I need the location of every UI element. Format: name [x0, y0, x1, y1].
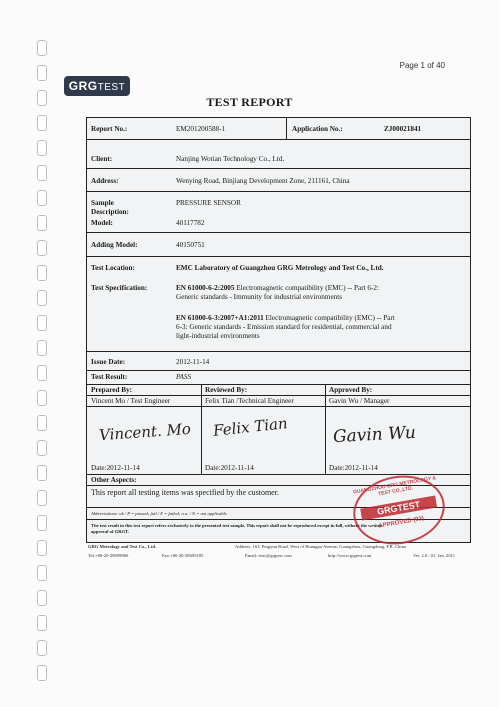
approval-stamp — [348, 469, 450, 552]
logo-rest: TEST — [97, 82, 126, 93]
binder-hole — [37, 640, 47, 656]
disclaimer-line1: The test result in this test report refers exclusively to the presented test sample. This report shall not be reproduced except in full, without the written — [91, 523, 383, 528]
adding-model-label: Adding Model: — [91, 241, 138, 249]
grgtest-logo — [64, 76, 130, 96]
logo-bold: GRG — [68, 79, 98, 93]
spec1-text-line1: Electromagnetic compatibility (EMC) -- Part 6-2: — [236, 284, 380, 292]
address-value: Wenying Road, Binjiang Development Zone, 211161, China — [176, 177, 350, 185]
adding-model-value: 40150751 — [176, 241, 205, 249]
other-aspects-text: This report all testing items was specified by the customer. — [91, 488, 279, 497]
sample-label-line1: Sample — [91, 199, 114, 207]
prepared-by-label: Prepared By: — [91, 386, 133, 394]
binder-hole — [37, 540, 47, 556]
report-table — [86, 117, 471, 543]
binder-hole — [37, 665, 47, 681]
approved-by-name: Gavin Wu / Manager — [329, 397, 390, 405]
binder-hole — [37, 565, 47, 581]
binder-hole — [37, 315, 47, 331]
spec2-text-line2: 6-3: Generic standards - Emission standard for residential, commercial and — [176, 323, 392, 331]
binder-hole — [37, 40, 47, 56]
other-aspects-label: Other Aspects: — [91, 476, 137, 484]
binder-hole — [37, 340, 47, 356]
footer-version: Ver. 2.0 / 01. Jan. 2011 — [413, 553, 456, 558]
test-result-label: Test Result: — [91, 373, 128, 381]
divider — [87, 232, 470, 233]
reviewed-date: Date:2012-11-14 — [205, 464, 254, 472]
address-label: Address: — [91, 177, 119, 185]
divider — [87, 406, 470, 407]
page-title: TEST REPORT — [206, 95, 293, 109]
model-label: Model: — [91, 219, 113, 227]
abbreviations: Abbreviations: ok / P = passed; fail / F = failed; n.a. / N = not applicable — [91, 511, 227, 516]
reviewed-by-label: Reviewed By: — [205, 386, 248, 394]
divider — [87, 139, 470, 140]
client-label: Client: — [91, 155, 113, 163]
binder-hole — [37, 515, 47, 531]
binder-hole — [37, 240, 47, 256]
spec1 — [176, 284, 379, 292]
test-result-value: PASS — [176, 373, 192, 381]
sample-label-line2: Description: — [91, 208, 129, 216]
binder-hole — [37, 115, 47, 131]
divider — [87, 168, 470, 169]
divider — [87, 474, 470, 475]
disclaimer-line2: approval of GRGT. — [91, 529, 129, 534]
divider — [87, 256, 470, 257]
divider — [325, 384, 326, 474]
footer-address: Address: 163, Pingyun Road, West of Huangpu Avenue, Guangzhou, Guangdong, P.R. China — [235, 544, 406, 549]
binder-hole — [37, 140, 47, 156]
footer-email: Email: emc@grgtest.com — [245, 553, 292, 558]
application-no-value: ZJ00021841 — [384, 125, 422, 133]
divider — [87, 370, 470, 371]
footer-web: http://www.grgtest.com — [328, 553, 372, 558]
binder-hole — [37, 290, 47, 306]
binder-hole — [37, 490, 47, 506]
footer-tel: Tel:+86-20-38699960 — [88, 553, 129, 558]
report-no-value: EM201200588-1 — [176, 125, 226, 133]
reviewed-by-name: Felix Tian /Technical Engineer — [205, 397, 294, 405]
spec2 — [176, 314, 395, 322]
report-no-label: Report No.: — [91, 125, 128, 133]
issue-date-value: 2012-11-14 — [176, 358, 210, 366]
binder-hole — [37, 590, 47, 606]
page-number: Page 1 of 40 — [399, 61, 445, 70]
binder-hole — [37, 165, 47, 181]
spec1-text-line2: Generic standards - Immunity for industrial environments — [176, 293, 343, 301]
binder-hole — [37, 615, 47, 631]
binder-hole — [37, 440, 47, 456]
divider — [87, 395, 470, 396]
prepared-by-name: Vincent Mo / Test Engineer — [91, 397, 171, 405]
prepared-signature: Vincent. Mo — [98, 419, 192, 445]
stamp-ring-text: GUANGZHOU GRG METROLOGY & TEST CO.,LTD. — [352, 475, 437, 498]
binder-hole — [37, 390, 47, 406]
binder-hole — [37, 415, 47, 431]
approved-by-label: Approved By: — [329, 386, 373, 394]
prepared-date: Date:2012-11-14 — [91, 464, 140, 472]
stamp-bottom-text: APPROVED (03) — [378, 515, 425, 530]
test-location-label: Test Location: — [91, 264, 135, 272]
footer-fax: Fax:+86-20-38695185 — [162, 553, 204, 558]
test-spec-label: Test Specification: — [91, 284, 148, 292]
client-value: Nanjing Wotian Technology Co., Ltd. — [176, 155, 285, 163]
footer-company: GRG Metrology and Test Co., Ltd. — [88, 544, 157, 549]
divider — [286, 118, 287, 139]
binder-hole — [37, 365, 47, 381]
binder-hole — [37, 65, 47, 81]
test-location-value: EMC Laboratory of Guangzhou GRG Metrology and Test Co., Ltd. — [176, 264, 384, 272]
divider — [201, 384, 202, 474]
binder-hole — [37, 265, 47, 281]
sample-value: PRESSURE SENSOR — [176, 199, 241, 207]
spec1-code: EN 61000-6-2:2005 — [176, 284, 235, 292]
binder-hole — [37, 190, 47, 206]
divider — [87, 351, 470, 352]
divider — [87, 384, 470, 385]
approved-date: Date:2012-11-14 — [329, 464, 378, 472]
divider — [87, 191, 470, 192]
spec2-code: EN 61000-6-3:2007+A1:2011 — [176, 314, 264, 322]
approved-signature: Gavin Wu — [332, 422, 417, 448]
spec2-text-line3: light-industrial environments — [176, 332, 260, 340]
model-value: 40117782 — [176, 219, 205, 227]
binder-hole — [37, 465, 47, 481]
reviewed-signature: Felix Tian — [212, 414, 289, 440]
application-no-label: Application No.: — [292, 125, 343, 133]
issue-date-label: Issue Date: — [91, 358, 126, 366]
stamp-band: GRGTEST — [360, 496, 437, 521]
binder-hole — [37, 215, 47, 231]
spec2-text-line1: Electromagnetic compatibility (EMC) -- Part — [265, 314, 395, 322]
